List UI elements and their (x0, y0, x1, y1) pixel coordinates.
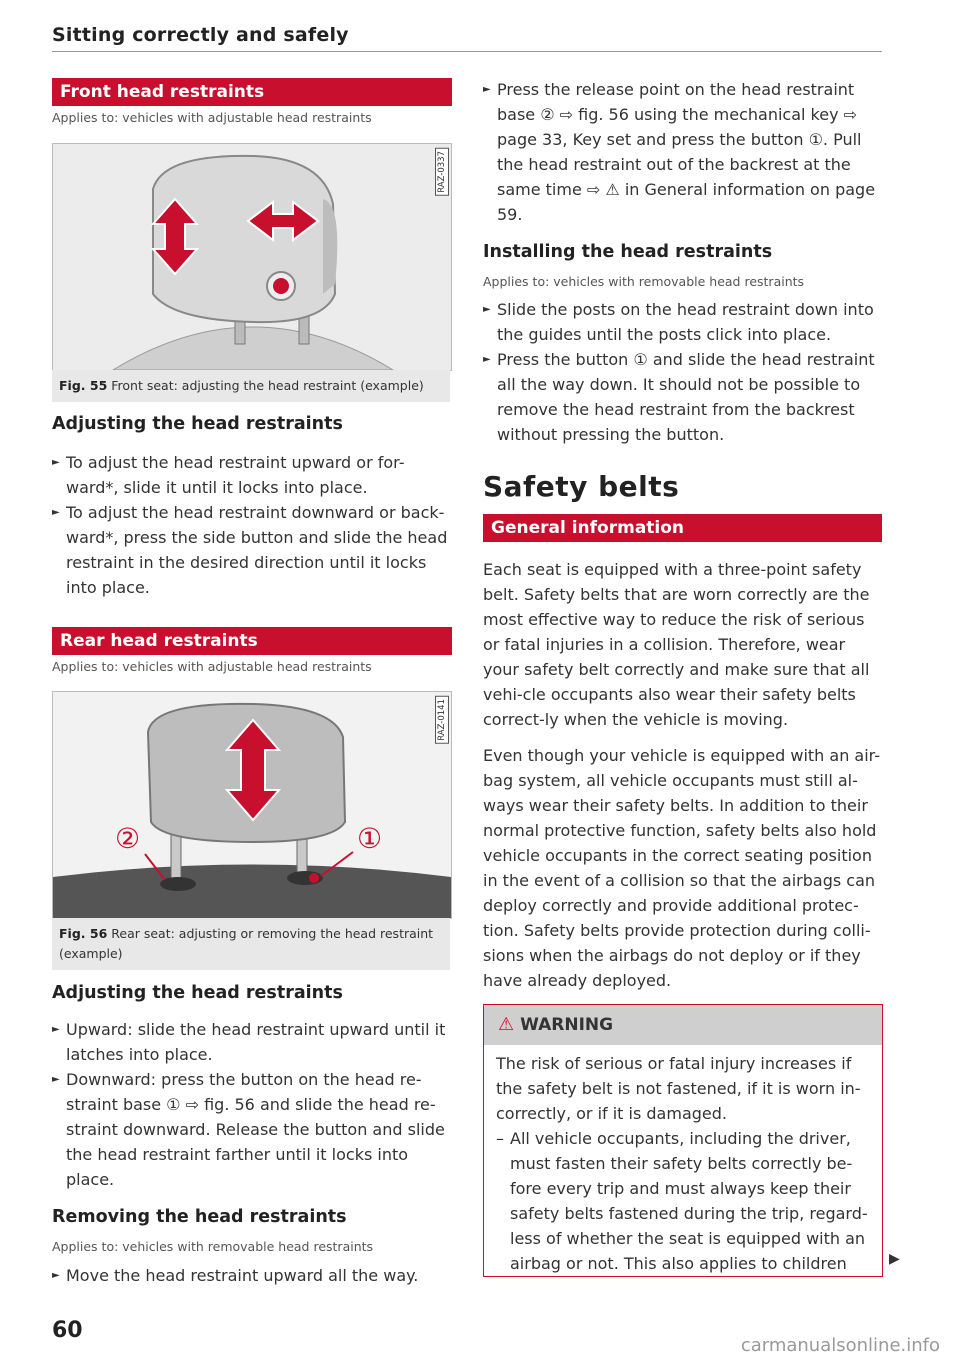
warning-title: WARNING (520, 1015, 614, 1035)
safety-belts-title: Safety belts (483, 470, 680, 503)
release-button-icon (309, 873, 319, 883)
install-heading: Installing the head restraints (483, 242, 773, 262)
front-figure-caption (52, 370, 450, 402)
list-item: ► To adjust the head restraint downward or back-ward*, press the side button and slide the head restraint in the desired direction until it locks into place. (52, 500, 452, 600)
front-applies: Applies to: vehicles with adjustable head restraints (52, 110, 372, 125)
watermark: carmanualsonline.info (740, 1335, 940, 1356)
warning-triangle-icon: ⚠ (498, 1014, 515, 1035)
rear-head-restraint-figure (52, 691, 452, 919)
general-para-1: Each seat is equipped with a three-point safety belt. Safety belts that are worn correctly are the most effective way to reduce the risk of serious or fatal injuries in a collision. Therefore, wear your safety belt correctly and make sure that all vehi-cle occupants also wear their safety belts correct-ly when the vehicle is moving. (483, 560, 870, 729)
rear-head-restraint-illustration (53, 692, 451, 918)
list-item: ► Downward: press the button on the head re-straint base ① ⇨ fig. 56 and slide the head re-straint downward. Release the button and slide the head restraint farther until it locks into place. (52, 1067, 452, 1192)
rear-applies: Applies to: vehicles with adjustable head restraints (52, 659, 372, 674)
list-item: ► Press the button ① and slide the head restraint all the way down. It should not be possible to remove the head restraint from the backrest without pressing the button. (483, 347, 883, 447)
warning-box (483, 1004, 883, 1277)
general-information-bar: General information (483, 514, 882, 542)
rear-adjust-steps (52, 1017, 452, 1192)
front-adjust-steps (52, 450, 452, 600)
rear-caption-label: Fig. 56 (59, 926, 108, 941)
page-header (52, 24, 882, 46)
front-fig-code: RAZ-0337 (435, 148, 449, 196)
header-title: Sitting correctly and safely (52, 24, 349, 46)
install-applies: Applies to: vehicles with removable head restraints (483, 274, 805, 289)
marker-2: ② (115, 822, 141, 855)
list-item: ► Upward: slide the head restraint upward until it latches into place. (52, 1017, 452, 1067)
front-head-restraint-figure (52, 143, 452, 371)
rear-figure-caption (52, 918, 450, 970)
rear-adjust-heading: Adjusting the head restraints (52, 983, 343, 1003)
remove-steps (52, 1263, 452, 1288)
list-item: ► To adjust the head restraint upward or for-ward*, slide it until it locks into place. (52, 450, 452, 500)
general-para-2: Even though your vehicle is equipped with an air-bag system, all vehicle occupants must still al-ways wear their safety belts. In addition to their normal protective function, safety belts also hold vehicle occupants in the correct seating position in the event of a collision so that the airbags can deploy correctly and provide additional protec-tion. Safety belts provide protection during colli-sions when the airbags do not deploy or if they have already deployed. (483, 746, 880, 990)
list-item: ► Press the release point on the head restraint base ② ⇨ fig. 56 using the mechanical key ⇨ page 33, Key set and press the button ①. Pull the head restraint out of the backrest at the same time ⇨ ⚠ in General information on page 59. (483, 77, 883, 227)
continue-arrow-icon: ▶ (889, 1251, 900, 1267)
warning-header (484, 1005, 882, 1045)
warning-text: The risk of serious or fatal injury increases if the safety belt is not fastened, if it is worn in-correctly, or if it is damaged. (496, 1054, 861, 1123)
warning-list-item: – All vehicle occupants, including the driver, must fasten their safety belts correctly be-fore every trip and must always keep their safety belts fastened during the trip, regard-less of whether the seat is equipped with an airbag or not. This also applies to children (496, 1126, 870, 1276)
rear-caption-text: Rear seat: adjusting or removing the head restraint (example) (59, 926, 434, 961)
remove-applies: Applies to: vehicles with removable head restraints (52, 1239, 374, 1254)
front-head-restraints-bar: Front head restraints (52, 78, 452, 106)
front-caption-text: Front seat: adjusting the head restraint (example) (107, 378, 424, 393)
rear-fig-code: RAZ-0141 (435, 696, 449, 744)
front-caption-label: Fig. 55 (59, 378, 108, 393)
warning-body (484, 1045, 882, 1278)
front-adjust-heading: Adjusting the head restraints (52, 414, 343, 434)
release-steps (483, 77, 883, 227)
front-head-restraint-illustration (53, 144, 451, 370)
list-item: ► Move the head restraint upward all the way. (52, 1263, 452, 1288)
marker-1: ① (357, 822, 383, 855)
header-rule (52, 51, 882, 52)
page-number: 60 (52, 1318, 83, 1343)
rear-head-restraints-bar: Rear head restraints (52, 627, 452, 655)
list-item: ► Slide the posts on the head restraint down into the guides until the posts click into place. (483, 297, 883, 347)
remove-heading: Removing the head restraints (52, 1207, 347, 1227)
install-steps (483, 297, 883, 447)
